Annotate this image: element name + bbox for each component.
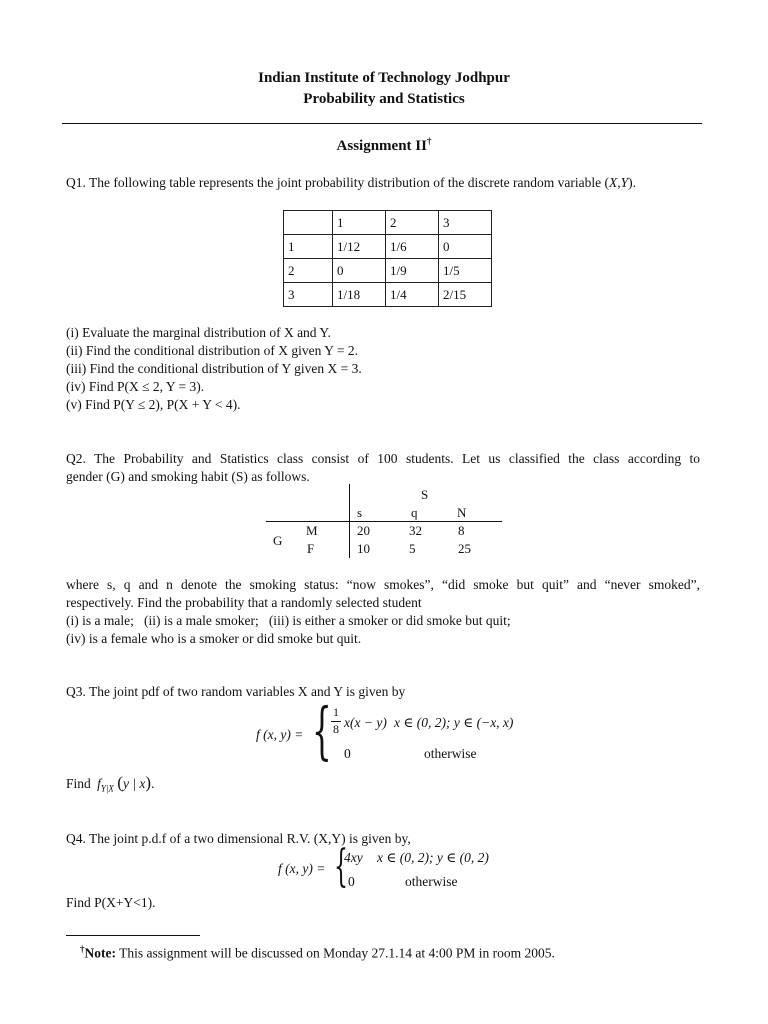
table-cell: 1 [284,235,333,259]
table-row [284,283,492,307]
smoking-col-q: q [411,505,418,520]
assignment-title [0,136,768,155]
q2-para3: (i) is a male; (ii) is a male smoker; (iii) is either a smoker or did smoke but quit; [66,613,511,628]
smoking-cell: 8 [458,523,465,538]
q3-brace: { [312,694,332,767]
table-cell: 1 [333,211,386,235]
q1-part-i: (i) Evaluate the marginal distribution of X and Y. [66,325,331,340]
table-cell: 2 [284,259,333,283]
table-row [284,235,492,259]
q2-line1 [66,451,700,467]
q4-case2-expr: 0 [348,874,355,889]
table-cell: 1/18 [333,283,386,307]
q3-lhs: f (x, y) = [256,727,304,742]
dagger-mark: † [426,136,432,146]
q2-para2: respectively. Find the probability that a randomly selected student [66,595,422,610]
q3-find-sub: Y|X [100,783,114,794]
institute-title: Indian Institute of Technology Jodhpur [258,70,510,86]
smoking-row-m: M [306,523,318,538]
q4-intro-text: The joint p.d.f of a two dimensional R.V. (X,Y) is given by, [89,831,411,846]
q3-find-word: Find [66,776,91,791]
footnote [80,944,555,962]
smoking-cell: 32 [409,523,422,538]
smoking-row-f: F [307,541,315,556]
q1-intro: Q1. The following table represents the joint probability distribution of the discrete random variable (X,Y). [66,175,637,190]
footnote-rule [66,935,200,936]
q1-part-v: (v) Find P(Y ≤ 2), P(X + Y < 4). [66,397,241,412]
q4-find: Find P(X+Y<1). [66,895,156,910]
q4-lhs: f (x, y) = [278,861,326,876]
q2-para4: (iv) is a female who is a smoker or did smoke but quit. [66,631,362,646]
q1-intro-end: ). [628,175,637,190]
smoking-s-label: S [421,487,429,502]
table-cell: 1/12 [333,235,386,259]
q4-case1-expr: 4xy [344,850,363,865]
assignment-title-text: Assignment II [336,138,427,154]
smoking-cell: 20 [357,523,370,538]
q3-frac-num: 1 [333,705,339,719]
smoking-col-n: N [457,505,467,520]
smoking-cell: 10 [357,541,370,556]
footnote-note: Note: [84,945,116,961]
smoking-table-hline [266,521,502,522]
table-cell: 0 [333,259,386,283]
q1-intro-text: The following table represents the joint probability distribution of the discrete random variable ( [89,175,609,190]
smoking-g-label: G [273,533,283,548]
q3-find-arg: y | x [122,776,146,791]
q4-case2-cond: otherwise [405,874,458,889]
q2-line1-text: The Probability and Statistics class consist of 100 students. Let us classified the class according to [94,451,700,466]
footnote-dagger: † [80,944,85,954]
q1-label: Q1. [66,175,86,190]
table-cell: 0 [439,235,492,259]
q3-label: Q3. [66,684,86,699]
q2-label: Q2. [66,451,86,466]
smoking-cell: 5 [409,541,416,556]
table-cell: 1/4 [386,283,439,307]
q3-case1-expr: x(x − y) [344,715,387,730]
smoking-cell: 25 [458,541,471,556]
q3-intro-text: The joint pdf of two random variables X and Y is given by [89,684,406,699]
table-header-row [284,211,492,235]
q1-part-ii: (ii) Find the conditional distribution of X given Y = 2. [66,343,358,358]
course-title: Probability and Statistics [303,91,465,107]
table-cell: 1/5 [439,259,492,283]
table-cell [284,211,333,235]
q3-find-end: . [151,776,155,791]
footnote-text: This assignment will be discussed on Monday 27.1.14 at 4:00 PM in room 2005. [119,945,555,961]
q4-brace: { [334,841,348,892]
q3-case2-cond: otherwise [424,746,477,761]
q4-label: Q4. [66,831,86,846]
header-rule [62,123,702,124]
q2-line2: gender (G) and smoking habit (S) as follows. [66,469,310,484]
q3-case2-expr: 0 [344,746,351,761]
table-cell: 2 [386,211,439,235]
q3-find: Find $f_{Y|X}$ (y | x). [66,773,155,794]
table-row [284,259,492,283]
q4-case1-cond: x ∈ (0, 2); y ∈ (0, 2) [377,850,489,865]
q1-part-iii: (iii) Find the conditional distribution of Y given X = 3. [66,361,362,376]
q4-intro [66,831,411,847]
q2-para1: where s, q and n denote the smoking status: “now smokes”, “did smoke but quit” and “never smoked”, [66,577,700,592]
q3-find-f: f [97,776,101,791]
q3-frac-den: 8 [333,722,339,736]
q1-part-iv: (iv) Find P(X ≤ 2, Y = 3). [66,379,205,394]
q3-case1-cond: x ∈ (0, 2); y ∈ (−x, x) [394,715,514,730]
table-cell: 2/15 [439,283,492,307]
table-cell: 3 [439,211,492,235]
q3-intro [66,684,405,700]
table-cell: 1/6 [386,235,439,259]
table-cell: 3 [284,283,333,307]
table-cell: 1/9 [386,259,439,283]
smoking-col-s: s [357,505,363,520]
joint-probability-table [283,210,492,307]
